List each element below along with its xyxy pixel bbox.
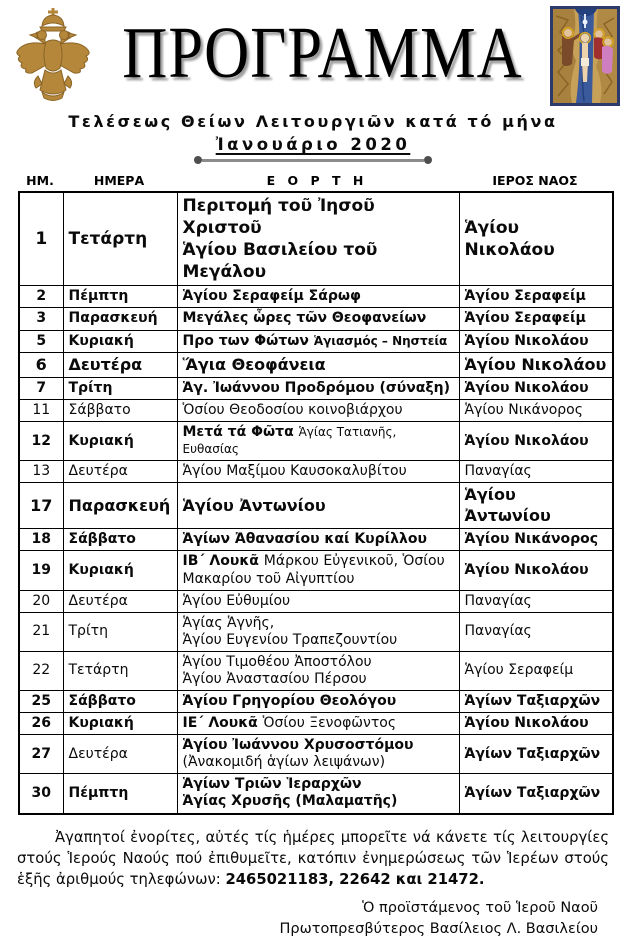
feast-line: Ἅγια Θεοφάνεια [183, 355, 454, 375]
table-row [19, 378, 613, 400]
feast-cell [177, 192, 459, 286]
feast-line: Μετά τά Φῶτα Ἁγίας Τατιανῆς, Ευθασίας [183, 424, 454, 458]
feast-cell [177, 612, 459, 651]
day-number-cell: 2 [19, 286, 63, 308]
signature-title: Ὁ προϊστάμενος τοῦ Ἱεροῦ Ναοῦ [0, 898, 598, 920]
table-row [19, 400, 613, 422]
day-number-cell: 30 [19, 774, 63, 814]
subtitle-line2: Ἰανουάριο 2020 [0, 135, 626, 154]
feast-cell [177, 483, 459, 529]
day-number-cell: 13 [19, 461, 63, 483]
feast-line: Περιτομή τοῦ Ἰησοῦ Χριστοῦ [183, 195, 454, 239]
table-row [19, 529, 613, 551]
feast-line: Ἁγίου Ἀναστασίου Πέρσου [183, 671, 454, 688]
signature-block [0, 898, 598, 941]
day-number-cell: 5 [19, 330, 63, 352]
liturgy-schedule-table [18, 191, 614, 815]
feast-line: Ἁγίου Σεραφείμ Σάρωφ [183, 288, 454, 305]
feast-line: Ἁγίου Μαξίμου Καυσοκαλυβίτου [183, 463, 454, 480]
day-name-cell: Σάββατο [63, 691, 177, 713]
day-name-cell: Πέμπτη [63, 286, 177, 308]
feast-line: Ἁγίου Ἀντωνίου [183, 496, 454, 516]
feast-cell [177, 352, 459, 377]
church-cell: Ἁγίων Ταξιαρχῶν [459, 774, 613, 814]
double-headed-eagle-icon [12, 6, 94, 106]
feast-line: Ἁγίου Τιμοθέου Ἀποστόλου [183, 654, 454, 671]
table-row [19, 713, 613, 735]
feast-cell [177, 378, 459, 400]
announcement-text: Ἀγαπητοί ἐνορίτες, αὐτές τίς ἡμέρες μπορεῖτε νά κάνετε τίς λειτουργίες στούς Ἱερούς Ναούς πού ἐπιθυμεῖτε, κατόπιν ἐνημερώσεως τῶν Ἱερέων στούς ἑξῆς ἀριθμούς τηλεφώνων: [17, 829, 609, 888]
feast-line: Ἁγίας Ἁγνῆς, [183, 615, 454, 632]
day-name-cell: Παρασκευή [63, 483, 177, 529]
feast-cell [177, 713, 459, 735]
church-cell: Ἁγίου Νικολάου [459, 551, 613, 590]
table-row [19, 286, 613, 308]
schedule-body [19, 192, 613, 814]
feast-cell [177, 286, 459, 308]
table-row [19, 483, 613, 529]
church-cell: Ἁγίου Νικολάου [459, 378, 613, 400]
church-cell: Ἁγίου Νικολάου [459, 330, 613, 352]
day-number-cell: 12 [19, 422, 63, 461]
signature-name: Πρωτοπρεσβύτερος Βασίλειος Λ. Βασιλείου [0, 919, 598, 941]
church-cell: Ἁγίου Νικολάου [459, 192, 613, 286]
divider-left-dot [194, 156, 202, 164]
feast-line: Ἁγίας Χρυσῆς (Μαλαματῆς) [183, 793, 454, 810]
church-cell: Παναγίας [459, 590, 613, 612]
day-number-cell: 1 [19, 192, 63, 286]
announcement-paragraph [17, 827, 609, 890]
feast-cell [177, 529, 459, 551]
day-number-cell: 11 [19, 400, 63, 422]
document-header [0, 0, 626, 112]
schedule-table-zone [18, 173, 612, 815]
table-row [19, 352, 613, 377]
feast-line: Ἁγίου Εὐθυμίου [183, 593, 454, 610]
church-cell: Ἁγίου Νικολάου [459, 713, 613, 735]
feast-line: Ἁγ. Ἰωάννου Προδρόμου (σύναξη) [183, 380, 454, 397]
church-cell: Ἁγίου Σεραφείμ [459, 286, 613, 308]
table-row [19, 551, 613, 590]
day-number-cell: 22 [19, 651, 63, 690]
feast-line: (Ἀνακομιδή ἁγίων λειψάνων) [183, 754, 454, 771]
day-name-cell: Κυριακή [63, 422, 177, 461]
column-header-church: ΙΕΡΟΣ ΝΑΟΣ [458, 173, 612, 188]
feast-line: Μακαρίου τοῦ Αἰγυπτίου [183, 571, 454, 588]
feast-line: Προ των Φώτων Ἁγιασμός – Νηστεία [183, 333, 454, 350]
day-name-cell: Σάββατο [63, 400, 177, 422]
feast-line: Ἁγίου Βασιλείου τοῦ Μεγάλου [183, 239, 454, 283]
day-name-cell: Παρασκευή [63, 308, 177, 330]
table-row [19, 612, 613, 651]
day-number-cell: 20 [19, 590, 63, 612]
church-cell: Ἁγίου Νικάνορος [459, 529, 613, 551]
church-cell: Ἁγίου Νικολάου [459, 352, 613, 377]
table-row [19, 330, 613, 352]
feast-cell [177, 551, 459, 590]
day-name-cell: Δευτέρα [63, 461, 177, 483]
day-name-cell: Δευτέρα [63, 590, 177, 612]
feast-cell [177, 774, 459, 814]
subtitle-line1: Τελέσεως Θείων Λειτουργιῶν κατά τό μήνα [0, 112, 626, 131]
table-row [19, 422, 613, 461]
title-wrap [94, 6, 550, 76]
church-cell: Ἁγίων Ταξιαρχῶν [459, 691, 613, 713]
feast-cell [177, 400, 459, 422]
day-name-cell: Κυριακή [63, 713, 177, 735]
day-name-cell: Τετάρτη [63, 651, 177, 690]
feast-cell [177, 461, 459, 483]
day-number-cell: 17 [19, 483, 63, 529]
column-header-feast: Ε Ο Ρ Τ Η [176, 173, 458, 188]
day-number-cell: 26 [19, 713, 63, 735]
table-row [19, 774, 613, 814]
church-cell: Ἁγίου Ἀντωνίου [459, 483, 613, 529]
table-row [19, 590, 613, 612]
church-cell: Ἁγίων Ταξιαρχῶν [459, 735, 613, 774]
feast-line: Μεγάλες ὧρες τῶν Θεοφανείων [183, 310, 454, 327]
day-name-cell: Δευτέρα [63, 735, 177, 774]
day-name-cell: Σάββατο [63, 529, 177, 551]
feast-cell [177, 330, 459, 352]
day-number-cell: 25 [19, 691, 63, 713]
church-cell: Ἁγίου Σεραφείμ [459, 651, 613, 690]
church-cell: Ἁγίου Νικάνορος [459, 400, 613, 422]
feast-line: Ἁγίου Γρηγορίου Θεολόγου [183, 693, 454, 710]
table-row [19, 651, 613, 690]
day-name-cell: Κυριακή [63, 551, 177, 590]
day-number-cell: 27 [19, 735, 63, 774]
day-name-cell: Τετάρτη [63, 192, 177, 286]
column-header-day-number: ΗΜ. [18, 173, 62, 188]
day-number-cell: 19 [19, 551, 63, 590]
feast-cell [177, 308, 459, 330]
feast-cell [177, 735, 459, 774]
column-header-day-name: ΗΜΕΡΑ [62, 173, 176, 188]
feast-cell [177, 422, 459, 461]
table-row [19, 308, 613, 330]
feast-line: Ἁγίου Ευγενίου Τραπεζουντίου [183, 632, 454, 649]
day-number-cell: 18 [19, 529, 63, 551]
feast-line: Ἁγίων Ἀθανασίου καί Κυρίλλου [183, 531, 454, 548]
divider-right-dot [424, 156, 432, 164]
feast-cell [177, 691, 459, 713]
feast-cell [177, 590, 459, 612]
day-number-cell: 7 [19, 378, 63, 400]
day-name-cell: Κυριακή [63, 330, 177, 352]
table-column-headers [18, 173, 612, 188]
feast-line: Ἁγίου Ἰωάννου Χρυσοστόμου [183, 737, 454, 754]
feast-line: Ἁγίων Τριῶν Ἱεραρχῶν [183, 776, 454, 793]
page-title: ΠΡΟΓΡΑΜΜΑ [122, 16, 522, 89]
divider-line [202, 159, 424, 162]
day-number-cell: 6 [19, 352, 63, 377]
day-name-cell: Δευτέρα [63, 352, 177, 377]
table-row [19, 735, 613, 774]
table-row [19, 192, 613, 286]
table-row [19, 691, 613, 713]
day-name-cell: Τρίτη [63, 612, 177, 651]
day-number-cell: 3 [19, 308, 63, 330]
feast-cell [177, 651, 459, 690]
day-name-cell: Τρίτη [63, 378, 177, 400]
church-cell: Παναγίας [459, 461, 613, 483]
table-row [19, 461, 613, 483]
church-cell: Ἁγίου Νικολάου [459, 422, 613, 461]
church-cell: Ἁγίου Σεραφείμ [459, 308, 613, 330]
feast-line: Ὁσίου Θεοδοσίου κοινοβιάρχου [183, 402, 454, 419]
day-number-cell: 21 [19, 612, 63, 651]
feast-line: ΙΕ΄ Λουκᾶ Ὁσίου Ξενοφῶντος [183, 715, 454, 732]
feast-line: ΙΒ΄ Λουκᾶ Μάρκου Εὐγενικοῦ, Ὁσίου [183, 553, 454, 570]
theophany-baptism-icon [550, 6, 620, 106]
church-cell: Παναγίας [459, 612, 613, 651]
ornamental-divider [0, 155, 626, 165]
day-name-cell: Πέμπτη [63, 774, 177, 814]
phone-numbers: 2465021183, 22642 και 21472. [225, 871, 484, 888]
